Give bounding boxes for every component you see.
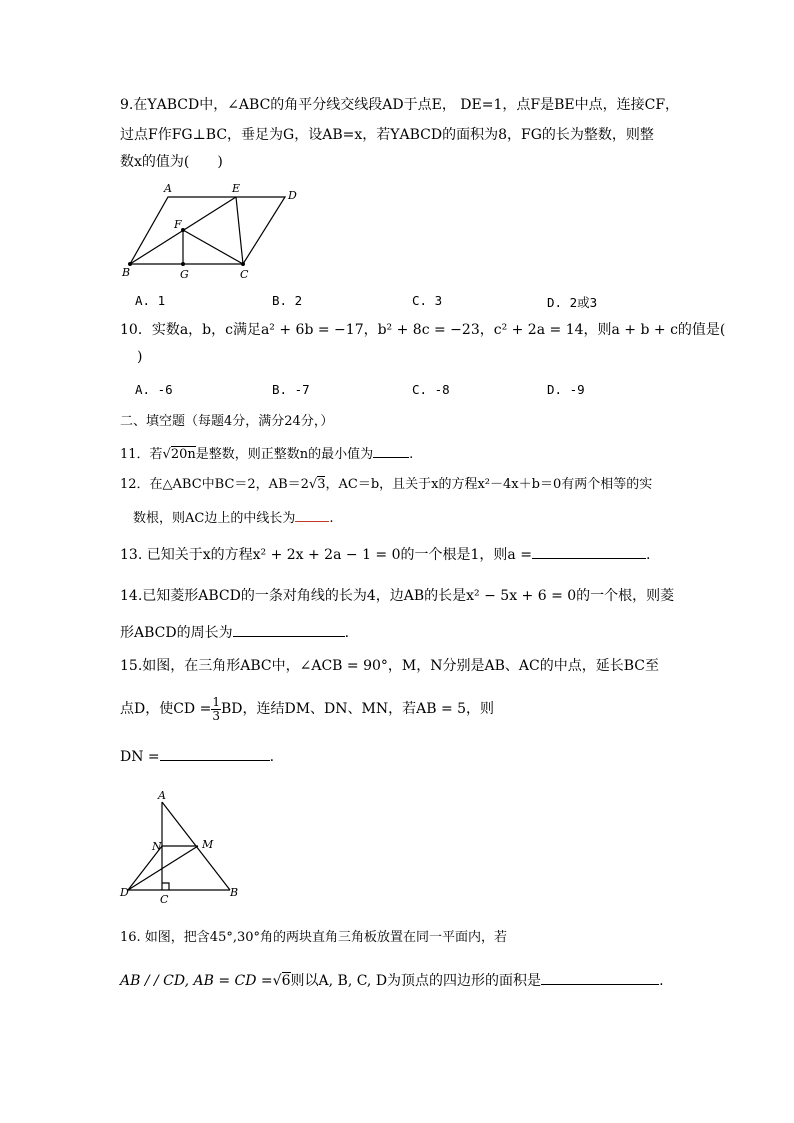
q9-option-c[interactable]: C. 3 [412,293,443,308]
q9-line2: 过点F作FG⊥BC，垂足为G，设AB=x，若ΥABCD的面积为8，FG的长为整数，则整 [120,127,654,143]
q12-radicand: 3 [317,477,326,492]
q11-answer-blank[interactable] [373,443,409,458]
q15-line1: 15.如图，在三角形ABC中，∠ACB = 90°，M，N分别是AB、AC的中点，延长BC至 [120,658,659,674]
q16-end: . [659,973,664,989]
q13-text: 13. 已知关于x的方程x² + 2x + 2a − 1 = 0的一个根是1，则a = [120,547,532,563]
q14-end: . [344,625,350,641]
q9-option-b[interactable]: B. 2 [272,293,303,308]
q12-answer-blank[interactable] [295,507,329,522]
q10-option-c[interactable]: C. -8 [412,382,450,397]
q15-line2-pre: 点D，使CD = [120,701,212,717]
q9-option-d[interactable]: D. 2或3 [547,295,598,310]
q13-line [120,544,650,565]
label-E: E [232,182,241,195]
q11-suffix: 是整数，则正整数n的最小值为 [195,447,374,462]
label-B: B [122,266,131,279]
q14-line1: 14.已知菱形ABCD的一条对角线的长为4，边AB的长是x² − 5x + 6 = 0的一个根，则菱 [120,588,675,604]
q11-end: . [409,447,414,462]
sqrt-sign: √ [308,477,318,492]
label-A: A [158,789,166,802]
triangle-figure [118,790,248,905]
q12-end: . [329,511,334,526]
label-G: G [180,268,189,281]
q11-prefix: 11．若 [120,447,163,462]
q9-line3: 数x的值为( ) [120,154,223,170]
q11-line [120,443,413,465]
q16-line2-pre: AB / / CD, AB = CD = [120,973,273,989]
q9-option-a[interactable]: A. 1 [135,293,166,308]
q10-line1: 10．实数a，b，c满足a² + 6b = −17，b² + 8c = −23，c² + 2a = 14，则a + b + c的值是( [120,322,726,338]
q9-line1: 9.在ΥABCD中，∠ABC的角平分线交线段AD于点E， DE=1，点F是BE中点，连接CF， [120,97,680,113]
label-C: C [240,268,249,281]
q13-answer-blank[interactable] [532,544,646,559]
label-N: N [152,840,162,853]
q16-line2-post: 则以A, B, C, D为顶点的四边形的面积是 [290,973,542,989]
parallelogram-figure [120,182,300,282]
q15-answer-blank[interactable] [160,746,270,761]
q10-option-a[interactable]: A. -6 [135,382,173,397]
label-C: C [160,893,169,906]
q12-line1-post: ，AC＝b，且关于x的方程x²－4x＋b＝0有两个相等的实 [325,477,653,492]
q16-line1: 16. 如图，把含45°,30°角的两块直角三角板放置在同一平面内，若 [120,930,508,945]
sqrt-sign: √ [272,973,282,989]
label-A: A [164,182,172,195]
q12-line1-pre: 12．在△ABC中BC＝2，AB＝2 [120,477,309,492]
q10-line2: ) [137,349,143,365]
q15-line3 [120,746,274,767]
q15-end: . [269,749,275,765]
label-B: B [230,886,239,899]
label-D: D [288,189,297,202]
q15-line3-text: DN = [120,749,160,765]
q10-option-d[interactable]: D. -9 [547,382,585,397]
label-M: M [202,838,214,851]
q10-option-b[interactable]: B. -7 [272,382,310,397]
fraction-one-third: $\frac{1}{3}$ [212,694,220,723]
section2-title: 二、填空题（每题4分，满分24分，） [120,414,334,429]
q16-answer-blank[interactable] [541,970,659,985]
label-F: F [174,218,182,231]
q16-radicand: 6 [281,973,291,989]
q15-line2-post: BD，连结DM、DN、MN，若AB = 5，则 [220,701,495,717]
sqrt-sign: √ [162,447,171,462]
q12-line2-pre: 数根，则AC边上的中线长为 [133,511,296,526]
q15-line2 [120,692,494,726]
q11-radicand: 20n [170,447,196,462]
label-D: D [120,886,129,899]
q12-line2 [133,507,333,529]
q14-answer-blank[interactable] [233,622,345,637]
q16-line2 [120,970,664,991]
q14-line2-text: 形ABCD的周长为 [120,625,233,641]
q14-line2 [120,622,349,643]
q13-end: . [645,547,651,563]
q12-line1 [120,475,652,495]
